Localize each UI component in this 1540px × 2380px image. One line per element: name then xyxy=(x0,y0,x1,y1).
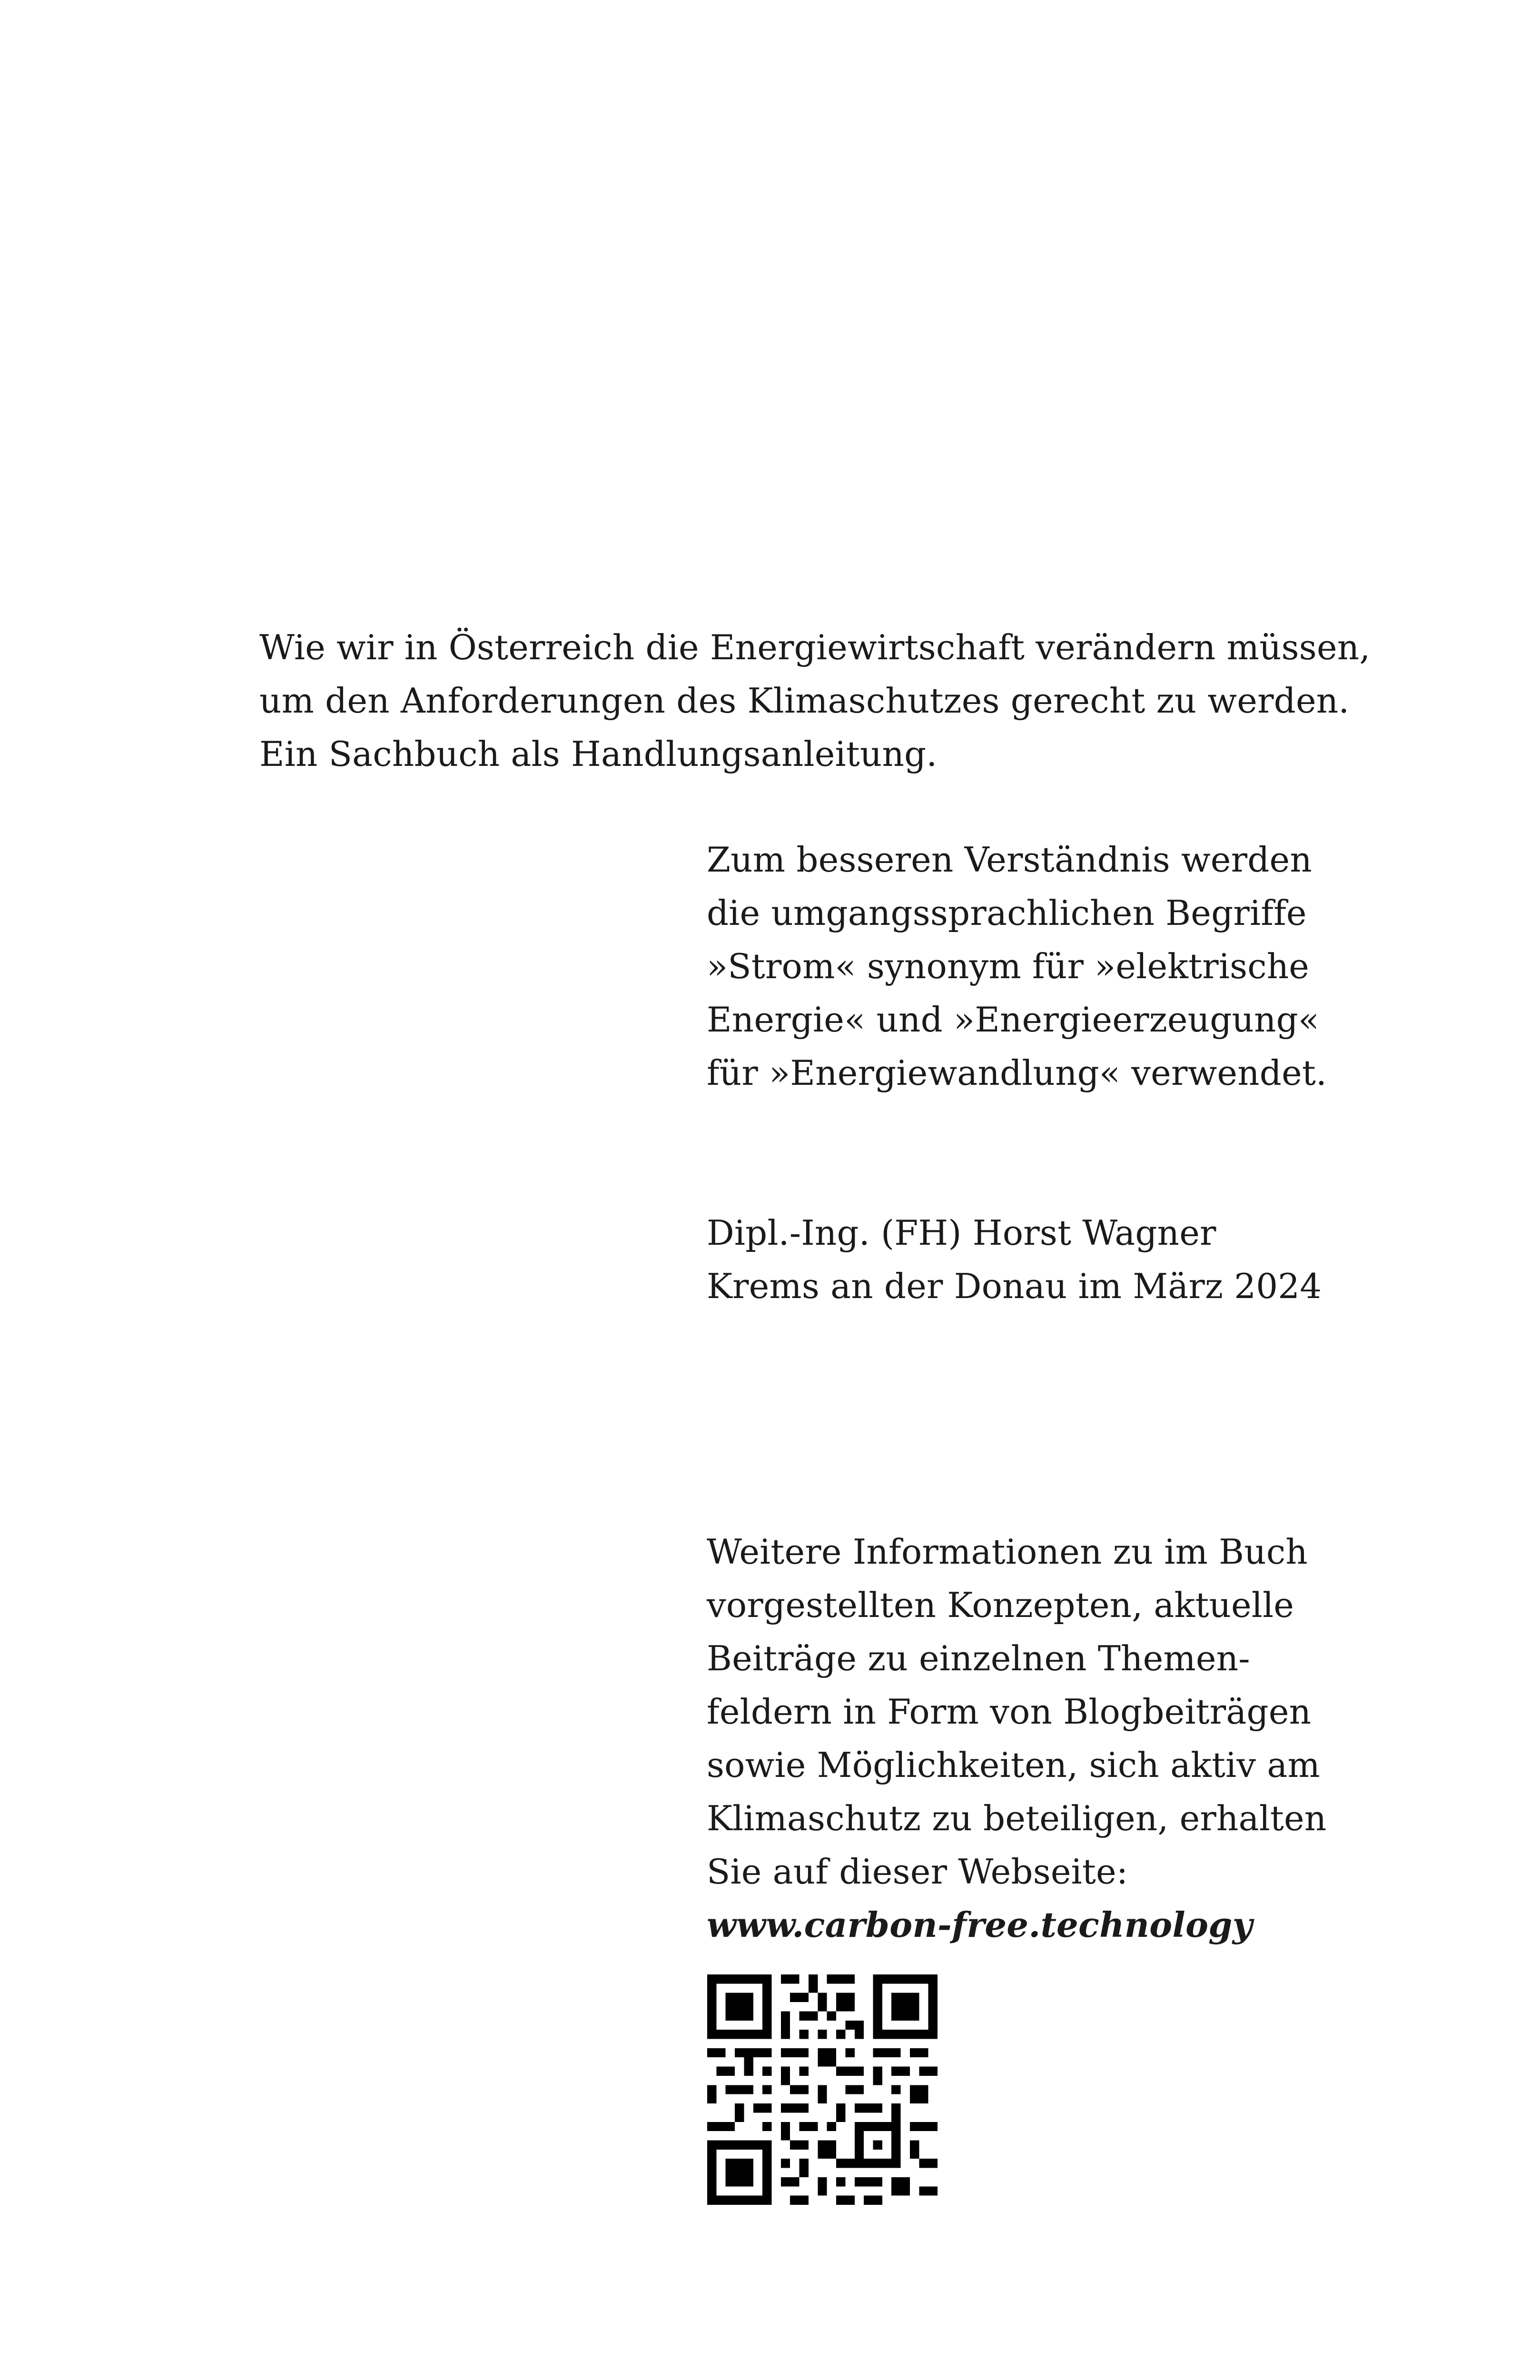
note-line: Zum besseren Verständnis werden xyxy=(707,840,1312,880)
info-line: sowie Möglichkeiten, sich aktiv am xyxy=(707,1745,1320,1785)
info-line: feldern in Form von Blogbeiträgen xyxy=(707,1692,1312,1732)
info-line: Beiträge zu einzelnen Themen- xyxy=(707,1638,1250,1678)
author-name: Dipl.-Ing. (FH) Horst Wagner xyxy=(707,1213,1216,1253)
intro-paragraph xyxy=(259,621,1370,781)
info-line: Klimaschutz zu beteiligen, erhalten xyxy=(707,1798,1327,1838)
info-line: vorgestellten Konzepten, aktuelle xyxy=(707,1585,1294,1625)
terminology-note xyxy=(707,833,1327,1100)
intro-line: Ein Sachbuch als Handlungsanleitung. xyxy=(259,734,938,774)
intro-line: Wie wir in Österreich die Energiewirtschaft verändern müssen, xyxy=(259,627,1371,667)
note-line: für »Energiewandlung« verwendet. xyxy=(707,1053,1327,1093)
place-and-date: Krems an der Donau im März 2024 xyxy=(707,1266,1322,1306)
note-line: die umgangssprachlichen Begriffe xyxy=(707,893,1307,933)
info-line: Weitere Informationen zu im Buch xyxy=(707,1532,1308,1572)
note-line: Energie« und »Energieerzeugung« xyxy=(707,1000,1320,1040)
author-signature xyxy=(707,1206,1322,1313)
qr-code-icon[interactable] xyxy=(707,1974,938,2205)
intro-line: um den Anforderungen des Klimaschutzes gerecht zu werden. xyxy=(259,681,1350,721)
website-url[interactable]: www.carbon-free.technology xyxy=(707,1904,1253,1945)
website-info xyxy=(707,1525,1326,1952)
info-line: Sie auf dieser Webseite: xyxy=(707,1852,1128,1892)
note-line: »Strom« synonym für »elektrische xyxy=(707,946,1310,986)
